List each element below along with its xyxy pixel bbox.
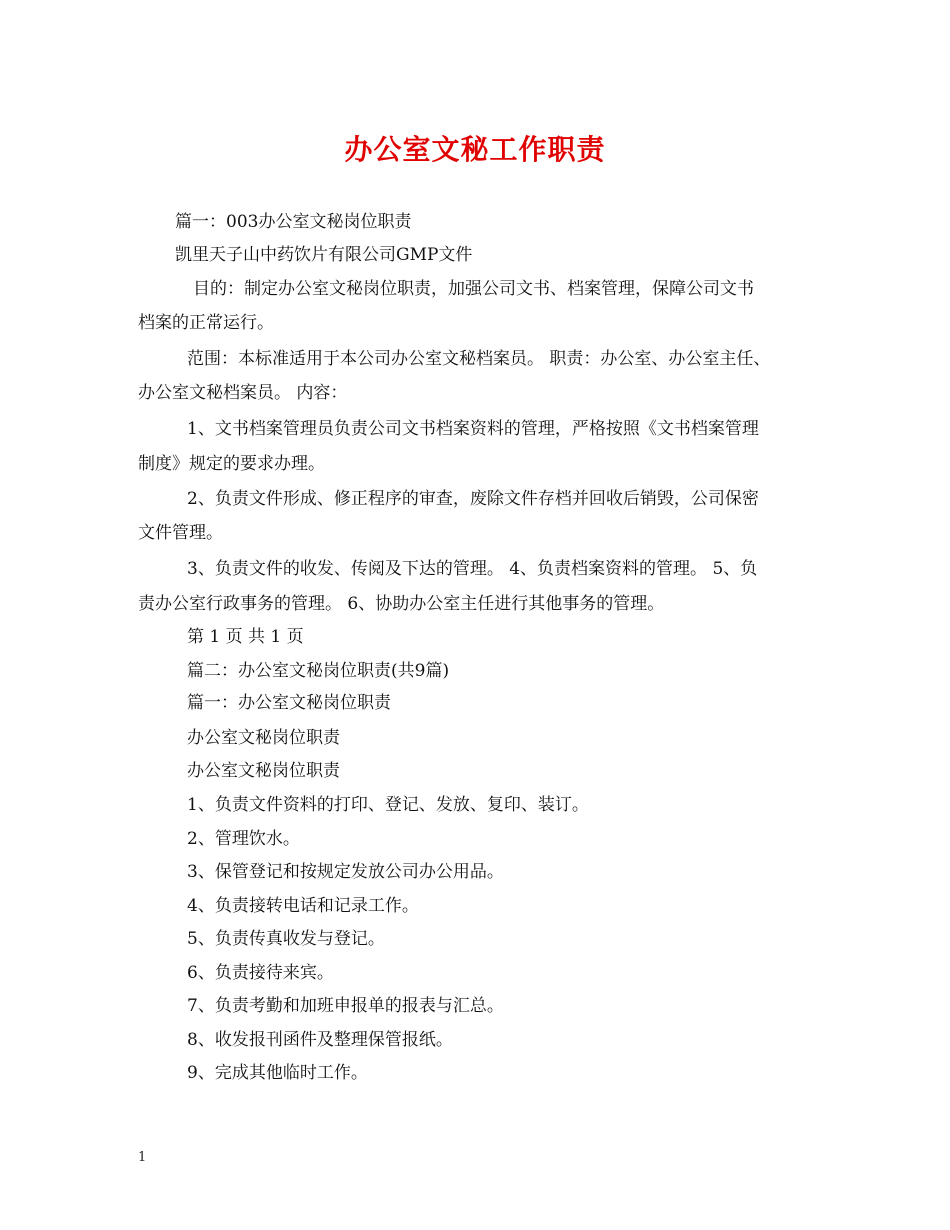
document-title: 办公室文秘工作职责 [344,133,606,166]
text-line: 7、负责考勤和加班申报单的报表与汇总。 [187,996,504,1016]
text-line: 2、负责文件形成、修正程序的审查，废除文件存档并回收后销毁，公司保密 [187,489,759,509]
text-line: 档案的正常运行。 [138,313,274,333]
text-line: 办公室文秘岗位职责 [187,761,340,781]
text-line: 文件管理。 [138,523,223,543]
text-line: 办公室文秘档案员。 内容： [138,383,348,403]
text-line: 2、管理饮水。 [187,829,300,849]
text-line: 篇一：003办公室文秘岗位职责 [175,212,412,232]
text-line: 8、收发报刊函件及整理保管报纸。 [187,1030,453,1050]
text-line: 5、负责传真收发与登记。 [187,929,385,949]
text-line: 1、负责文件资料的打印、登记、发放、复印、装订。 [187,795,589,815]
text-line: 篇一：办公室文秘岗位职责 [187,693,391,713]
text-line: 篇二：办公室文秘岗位职责(共9篇) [187,661,450,681]
text-line: 凯里天子山中药饮片有限公司GMP文件 [175,245,473,265]
text-line: 3、负责文件的收发、传阅及下达的管理。 4、负责档案资料的管理。 5、负 [187,559,758,579]
text-line: 9、完成其他临时工作。 [187,1063,368,1083]
text-line: 4、负责接转电话和记录工作。 [187,896,419,916]
text-line: 第 1 页 共 1 页 [187,627,304,647]
text-line: 1、文书档案管理员负责公司文书档案资料的管理，严格按照《文书档案管理 [187,419,759,439]
text-line: 3、保管登记和按规定发放公司办公用品。 [187,862,504,882]
text-line: 目的：制定办公室文秘岗位职责，加强公司文书、档案管理，保障公司文书 [193,279,754,299]
text-line: 办公室文秘岗位职责 [187,728,340,748]
text-line: 6、负责接待来宾。 [187,963,334,983]
page-number: 1 [138,1150,147,1165]
text-line: 范围：本标准适用于本公司办公室文秘档案员。 职责：办公室、办公室主任、 [187,349,771,369]
text-line: 责办公室行政事务的管理。 6、协助办公室主任进行其他事务的管理。 [138,594,665,614]
text-line: 制度》规定的要求办理。 [138,454,325,474]
